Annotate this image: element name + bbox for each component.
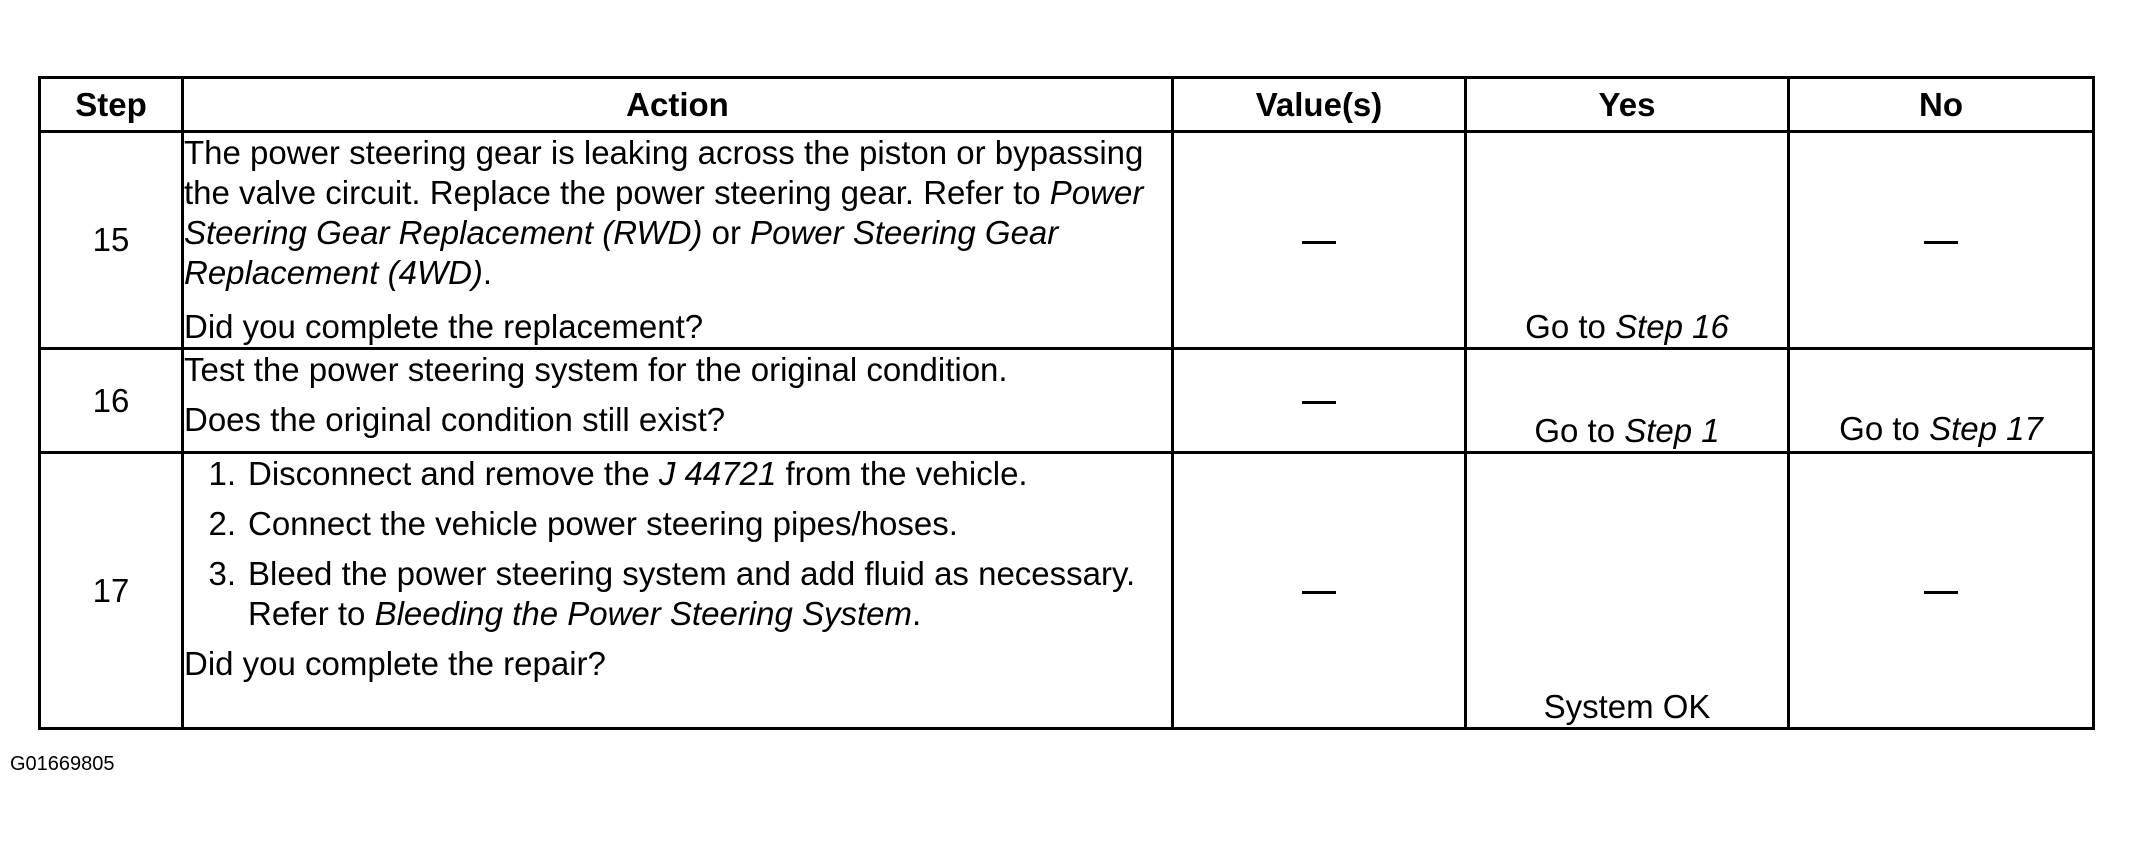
- not-applicable-dash: [1302, 591, 1336, 594]
- step-link[interactable]: Step 17: [1929, 410, 2043, 447]
- list-item: [184, 454, 1171, 494]
- reference-link[interactable]: Power Steering Gear Replacement (RWD): [184, 174, 1144, 251]
- no-cell: [1789, 132, 2094, 349]
- header-row: [40, 78, 2094, 132]
- header-action: Action: [183, 78, 1173, 132]
- header-step: Step: [40, 78, 183, 132]
- not-applicable-dash: [1302, 401, 1336, 404]
- diagnostic-table: [38, 76, 2095, 730]
- table-row: [40, 453, 2094, 729]
- table-row: [40, 132, 2094, 349]
- list-number: 3.: [208, 555, 236, 592]
- yes-cell: System OK: [1466, 453, 1789, 729]
- table-row: [40, 349, 2094, 453]
- value-cell: [1173, 453, 1466, 729]
- list-text-part: Disconnect and remove the: [248, 455, 659, 492]
- goto-prefix: Go to: [1534, 412, 1625, 449]
- list-item: [184, 504, 1171, 544]
- list-text-part: from the vehicle.: [776, 455, 1028, 492]
- list-number: 1.: [208, 455, 236, 492]
- not-applicable-dash: [1924, 591, 1958, 594]
- not-applicable-dash: [1924, 241, 1958, 244]
- action-text-part: The power steering gear is leaking across the piston or bypassing the valve circuit. Replace the power steering gear. Refer to: [184, 134, 1144, 211]
- step-number: 16: [40, 349, 183, 453]
- list-text: Connect the vehicle power steering pipes/hoses.: [248, 505, 958, 542]
- goto-prefix: Go to: [1839, 410, 1930, 447]
- reference-link[interactable]: Bleeding the Power Steering System: [374, 595, 913, 632]
- yes-cell: [1466, 132, 1789, 349]
- action-question: Did you complete the replacement?: [184, 308, 704, 345]
- step-link[interactable]: Step 1: [1624, 412, 1720, 449]
- no-cell: [1789, 349, 2094, 453]
- step-number: 17: [40, 453, 183, 729]
- not-applicable-dash: [1302, 241, 1336, 244]
- header-values: Value(s): [1173, 78, 1466, 132]
- action-cell: [183, 453, 1173, 729]
- list-text: [248, 554, 1171, 634]
- list-number: 2.: [208, 505, 236, 542]
- action-text-part: .: [482, 254, 493, 291]
- list-text: [248, 454, 1171, 494]
- value-cell: [1173, 349, 1466, 453]
- header-yes: Yes: [1466, 78, 1789, 132]
- yes-cell: [1466, 349, 1789, 453]
- list-text-part: Bleed the power steering system and add fluid as necessary. Refer to: [248, 555, 1136, 632]
- list-text-part: .: [912, 595, 922, 632]
- tool-reference: J 44721: [658, 455, 777, 492]
- action-question: Did you complete the repair?: [184, 645, 606, 682]
- action-text: [184, 133, 1171, 293]
- action-text: Test the power steering system for the original condition.: [184, 351, 1008, 388]
- header-no: No: [1789, 78, 2094, 132]
- goto-prefix: Go to: [1525, 308, 1616, 345]
- list-item: [184, 554, 1171, 634]
- step-number: 15: [40, 132, 183, 349]
- figure-id: G01669805: [10, 753, 115, 775]
- no-cell: [1789, 453, 2094, 729]
- procedure-list: [184, 454, 1171, 634]
- reference-link[interactable]: Power Steering Gear Replacement (4WD): [184, 214, 1059, 291]
- action-cell: [183, 132, 1173, 349]
- step-link[interactable]: Step 16: [1615, 308, 1729, 345]
- value-cell: [1173, 132, 1466, 349]
- action-cell: [183, 349, 1173, 453]
- action-question: Does the original condition still exist?: [184, 401, 726, 438]
- action-text-part: or: [702, 214, 751, 251]
